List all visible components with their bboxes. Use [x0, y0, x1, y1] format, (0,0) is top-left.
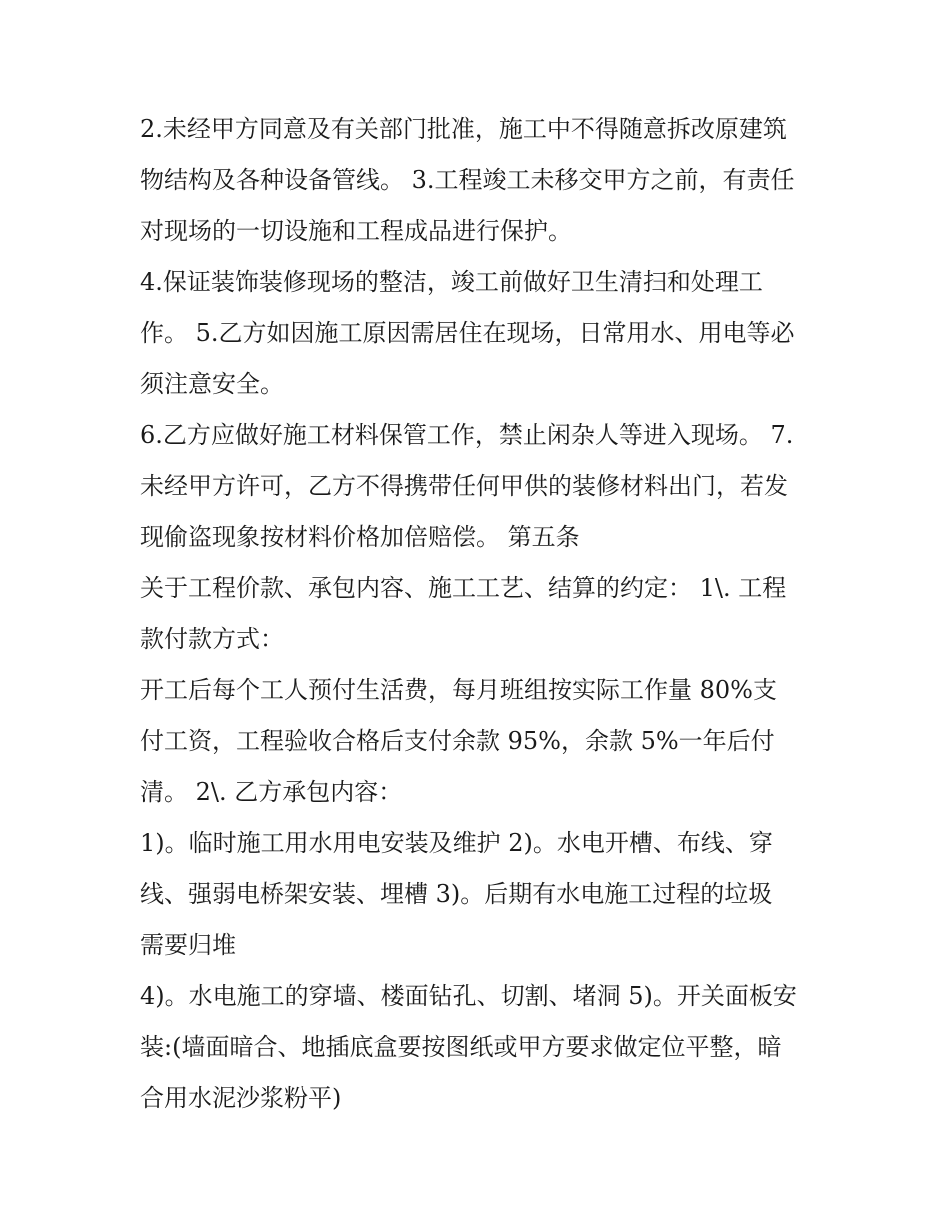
text-line: 付工资，工程验收合格后支付余款 95%，余款 5%一年后付	[140, 727, 775, 755]
text-line: 须注意安全。	[140, 370, 284, 398]
text-line: 4)。水电施工的穿墙、楼面钻孔、切割、堵洞 5)。开关面板安	[140, 982, 797, 1010]
text-line: 现偷盗现象按材料价格加倍赔偿。 第五条	[140, 523, 580, 551]
text-line: 2.未经甲方同意及有关部门批准，施工中不得随意拆改原建筑	[140, 115, 787, 143]
text-line: 线、强弱电桥架安装、埋槽 3)。后期有水电施工过程的垃圾	[140, 880, 773, 908]
text-line: 装:(墙面暗合、地插底盒要按图纸或甲方要求做定位平整，暗	[140, 1033, 782, 1061]
text-line: 款付款方式：	[140, 625, 284, 653]
text-line: 4.保证装饰装修现场的整洁，竣工前做好卫生清扫和处理工	[140, 268, 763, 296]
text-line: 作。 5.乙方如因施工原因需居住在现场，日常用水、用电等必	[140, 319, 795, 347]
text-line: 需要归堆	[140, 931, 236, 959]
text-line: 合用水泥沙浆粉平)	[140, 1084, 342, 1112]
text-line: 开工后每个工人预付生活费，每月班组按实际工作量 80%支	[140, 676, 777, 704]
text-line: 关于工程价款、承包内容、施工工艺、结算的约定： 1\. 工程	[140, 574, 787, 602]
text-line: 6.乙方应做好施工材料保管工作，禁止闲杂人等进入现场。 7.	[140, 421, 794, 449]
text-line: 1)。临时施工用水用电安装及维护 2)。水电开槽、布线、穿	[140, 829, 773, 857]
document-body	[140, 104, 830, 1124]
text-line: 未经甲方许可，乙方不得携带任何甲供的装修材料出门，若发	[140, 472, 788, 500]
text-line: 物结构及各种设备管线。 3.工程竣工未移交甲方之前，有责任	[140, 166, 795, 194]
text-line: 清。 2\. 乙方承包内容：	[140, 778, 403, 806]
text-line: 对现场的一切设施和工程成品进行保护。	[140, 217, 572, 245]
